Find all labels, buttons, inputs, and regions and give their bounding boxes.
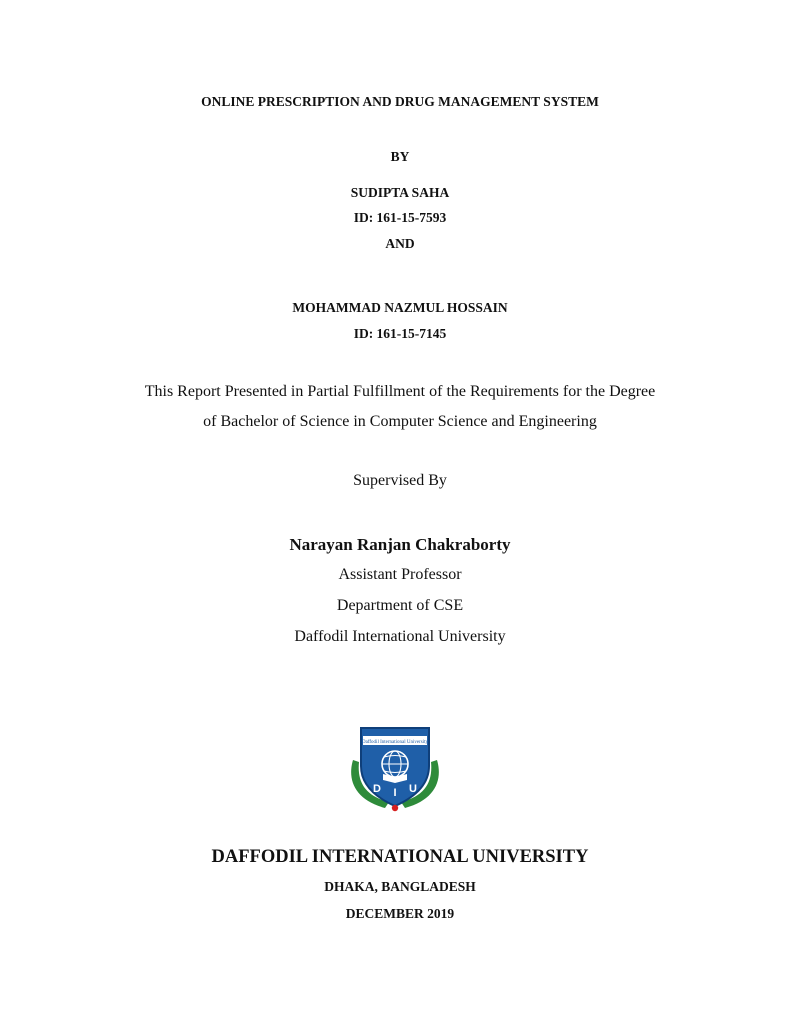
degree-statement-line1: This Report Presented in Partial Fulfillment of the Requirements for the Degree — [144, 383, 656, 400]
supervised-by-label: Supervised By — [353, 472, 447, 489]
ribbon-text: Daffodil International University — [361, 740, 429, 745]
author1-name: SUDIPTA SAHA — [350, 185, 450, 200]
supervisor-department: Department of CSE — [336, 597, 464, 614]
university-crest-logo — [345, 722, 445, 814]
crest-letter-i: I — [393, 787, 397, 799]
by-label: BY — [390, 149, 410, 164]
supervisor-designation: Assistant Professor — [338, 566, 462, 583]
crest-letter-u: U — [409, 783, 417, 795]
author2-id: ID: 161-15-7145 — [353, 326, 447, 341]
report-title: ONLINE PRESCRIPTION AND DRUG MANAGEMENT SYSTEM — [201, 94, 599, 109]
footer-university: DAFFODIL INTERNATIONAL UNIVERSITY — [211, 847, 589, 867]
and-label: AND — [385, 236, 415, 251]
author2-name: MOHAMMAD NAZMUL HOSSAIN — [292, 300, 508, 315]
supervisor-name: Narayan Ranjan Chakraborty — [289, 535, 511, 554]
crest-letter-d: D — [373, 783, 381, 795]
degree-statement-line2: of Bachelor of Science in Computer Science and Engineering — [203, 413, 597, 430]
footer-location: DHAKA, BANGLADESH — [324, 879, 476, 894]
footer-date: DECEMBER 2019 — [345, 906, 455, 921]
supervisor-university: Daffodil International University — [294, 628, 506, 645]
author1-id: ID: 161-15-7593 — [353, 210, 447, 225]
red-dot-icon — [392, 805, 398, 811]
